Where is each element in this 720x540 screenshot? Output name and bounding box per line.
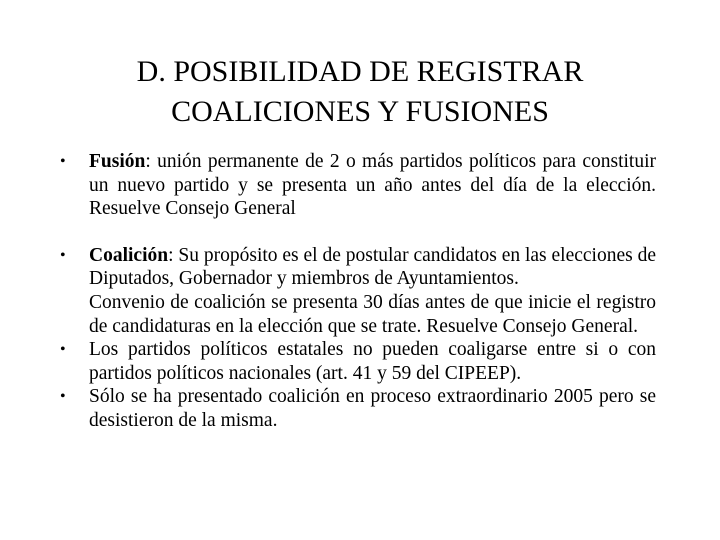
list-item-partidos-estatales xyxy=(60,338,656,385)
list-item-fusion xyxy=(60,150,656,221)
term-fusion: Fusión xyxy=(89,151,146,172)
list-item-coalicion xyxy=(60,244,656,291)
slide-title xyxy=(60,52,660,132)
term-coalicion: Coalición xyxy=(89,244,169,266)
bullet-list xyxy=(60,150,656,433)
bullet-icon: • xyxy=(60,153,66,170)
fusion-text: : unión permanente de 2 o más partidos políticos para constituir un nuevo partido y se presenta un año antes del día de la elección. Resuelve Consejo General xyxy=(89,151,656,220)
partidos-estatales-text: Los partidos políticos estatales no pueden coaligarse entre si o con partidos políticos nacionales (art. 41 y 59 del CIPEEP). xyxy=(89,339,656,384)
list-item-proceso-extraordinario xyxy=(60,385,656,432)
bullet-icon: • xyxy=(60,246,66,264)
title-line-2: COALICIONES Y FUSIONES xyxy=(171,95,549,128)
coalicion-text: : Su propósito es el de postular candidatos en las elecciones de Diputados, Gobernador y miembros de Ayuntamientos. xyxy=(89,244,657,290)
bullet-icon: • xyxy=(60,388,66,406)
list-item-coalicion-continuation xyxy=(60,291,656,338)
bullet-icon: • xyxy=(60,341,66,359)
title-line-1: D. POSIBILIDAD DE REGISTRAR xyxy=(136,55,584,88)
coalicion-continuation-text: Convenio de coalición se presenta 30 días antes de que inicie el registro de candidaturas en la elección que se trate. Resuelve Consejo General. xyxy=(89,291,656,337)
proceso-extraordinario-text: Sólo se ha presentado coalición en proceso extraordinario 2005 pero se desistieron de la misma. xyxy=(89,386,656,431)
